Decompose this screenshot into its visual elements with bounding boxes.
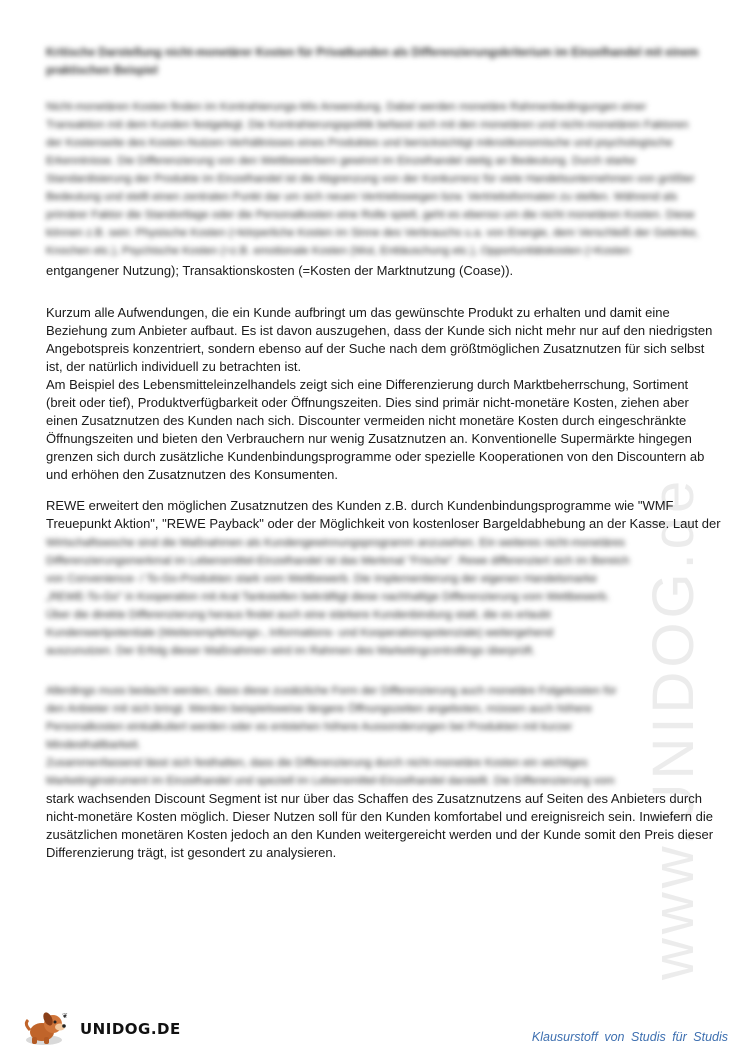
paragraph-3-visible	[46, 497, 721, 533]
paragraph-2	[46, 304, 713, 484]
text-line: grenzen sich durch zusätzliche Kundenbindungsprogramme oder spezielle Kooperationen von den Discountern ab	[46, 449, 705, 464]
text-line: Personalkosten einkalkuliert werden oder es entstehen höhere Aussonderungen bei Produkten mit kurzer	[46, 721, 573, 733]
text-line: Über die direkte Differenzierung heraus findet auch eine stärkere Kundenbindung statt, die es erlaubt	[46, 609, 551, 621]
text-line: von Convenience- / To-Go-Produkten stark vom Wettbewerb. Die Implementierung der eigenen Handelsmarke	[46, 573, 597, 585]
text-line: den Anbieter mit sich bringt. Werden beispielsweise längere Öffnungszeiten angeboten, müssen auch höhere	[46, 703, 592, 715]
footer-tagline: Klausurstoff von Studis für Studis	[531, 1030, 728, 1044]
text-line: „REWE-To-Go" in Kooperation mit Aral Tankstellen bekräftigt diese nachhaltige Differenzierung vom Wettbewerb.	[46, 591, 610, 603]
paragraph-1-visible	[46, 262, 706, 280]
text-line: Differenzierung trägt, ist gesondert zu analysieren.	[46, 845, 337, 860]
unidog-logo	[22, 1010, 181, 1048]
text-line: stark wachsenden Discount Segment ist nur über das Schaffen des Zusatznutzens auf Seiten des Anbieters durch	[46, 791, 702, 806]
text-line: Differenzierungsmerkmal im Lebensmittel-Einzelhandel ist das Merkmal "Frische". Rewe differenziert sich im Bereich	[46, 555, 630, 567]
paragraph-4-blurred	[46, 682, 706, 790]
watermark: www.UNIDOG.de	[641, 476, 706, 980]
text-line: Zusammenfassend lässt sich festhalten, dass die Differenzierung durch nicht-monetäre Kosten ein wichtiges	[46, 757, 588, 769]
text-line: Kundenwertpotentiale (Weiterempfehlungs-, Informations- und Kooperationspotenziale) weitergehend	[46, 627, 554, 639]
text-line: Allerdings muss bedacht werden, dass diese zusätzliche Form der Differenzierung auch monetäre Folgekosten für	[46, 685, 617, 697]
text-line: ist, der natürlich individuell zu betrachten ist.	[46, 359, 302, 374]
text-line: entgangener Nutzung); Transaktionskosten (=Kosten der Marktnutzung (Coase)).	[46, 263, 514, 278]
text-line: zusätzlichen monetären Kosten jedoch an den Kunden weitergereicht werden und der Kunde somit den Preis dieser	[46, 827, 714, 842]
logo-text: UNIDOG.DE	[80, 1020, 181, 1038]
text-line: Angebotspreis konzentriert, sondern ebenso auf der Suche nach dem größtmöglichen Zusatznutzen für sich selbst	[46, 341, 705, 356]
text-line: einen Zusatznutzen des Kunden nach sich. Discounter vermeiden nicht monetäre Kosten durch eingeschränkte	[46, 413, 687, 428]
document-title: Kritische Darstellung nicht-monetärer Kosten für Privatkunden als Differenzierungskriterium im Einzelhandel mit einem praktischen Beispiel	[46, 47, 699, 77]
text-line: und erhöhen den Zusatznutzen des Konsumenten.	[46, 467, 338, 482]
text-line: Beziehung zum Anbieter aufbaut. Es ist davon auszugehen, dass der Kunde sich nicht mehr nur auf den niedrigsten	[46, 323, 713, 338]
text-line: Am Beispiel des Lebensmitteleinzelhandels zeigt sich eine Differenzierung durch Marktbeherrschung, Sortiment	[46, 377, 689, 392]
text-line: auszunutzen. Der Erfolg dieser Maßnahmen wird im Rahmen des Marketingcontrollings überprüft.	[46, 645, 536, 657]
dog-icon	[22, 1010, 76, 1048]
text-line: (breit oder tief), Produktverfügbarkeit oder Öffnungszeiten. Dies sind primär nicht-monetäre Kosten, ziehen aber	[46, 395, 689, 410]
text-line: REWE erweitert den möglichen Zusatznutzen des Kunden z.B. durch Kundenbindungsprogramme wie "WMF	[46, 498, 674, 513]
text-line: Marketinginstrument im Einzelhandel und speziell im Lebensmittel-Einzelhandel darstellt. Die Differenzierung vom	[46, 775, 615, 787]
paragraph-3-blurred	[46, 534, 706, 660]
text-line: Kurzum alle Aufwendungen, die ein Kunde aufbringt um das gewünschte Produkt zu erhalten und damit eine	[46, 305, 670, 320]
text-line: Treuepunkt Aktion", "REWE Payback" oder der Möglichkeit von kostenloser Bargeldabhebung an der Kasse. Laut der	[46, 516, 721, 531]
svg-text:❦: ❦	[62, 1012, 68, 1020]
paragraph-4-visible	[46, 790, 714, 862]
paragraph-1-blurred: Nicht-monetären Kosten finden im Kontrahierungs-Mix Anwendung. Dabei werden monetäre Rahmenbedingungen einer Transaktion mit dem Kunden festgelegt. Die Kontrahierungspolitik befasst sich mit den monetären und nicht-monetären Faktoren der Kostenseite des Kosten-Nutzen-Verhältnisses eines Produktes und berücksichtigt mikroökonomische und psychologische Erkenntnisse. Die Differenzierung von den Wettbewerbern gewinnt im Einzelhandel stetig an Bedeutung. Durch starke Standardisierung der Produkte im Einzelhandel ist die Abgrenzung von der Konkurrenz für viele Handelsunternehmen von größter Bedeutung und stellt einen zentralen Punkt dar um sich neuen Vertriebswegen bzw. Vertriebsformaten zu stellen. Während als primärer Faktor die Standortlage oder die Personalkosten eine Rolle spielt, geht es ebenso um die nicht monetären Kosten. Diese können z.B. sein: Physische Kosten (=körperliche Kosten im Sinne des Verbrauchs u.a. von Energie, dem Verschleiß der Gelenke, Knochen etc.), Psychische Kosten (=z.B. emotionale Kosten (Wut, Enttäuschung etc.), Opportunitätskosten (=Kosten	[46, 101, 699, 257]
text-line: nicht-monetäre Kosten möglich. Dieser Nutzen soll für den Kunden komfortabel und ereignisreich sein. Inwiefern die	[46, 809, 713, 824]
text-line: Öffnungszeiten und bieten den Verbrauchern nur wenig Zusatznutzen an. Konventionelle Supermärkte hingegen	[46, 431, 692, 446]
text-line: Mindesthaltbarkeit.	[46, 739, 141, 751]
text-line: Wirtschaftswoche sind die Maßnahmen als Kundengewinnungsprogramm anzusehen. Ein weiteres nicht-monetäres	[46, 537, 625, 549]
